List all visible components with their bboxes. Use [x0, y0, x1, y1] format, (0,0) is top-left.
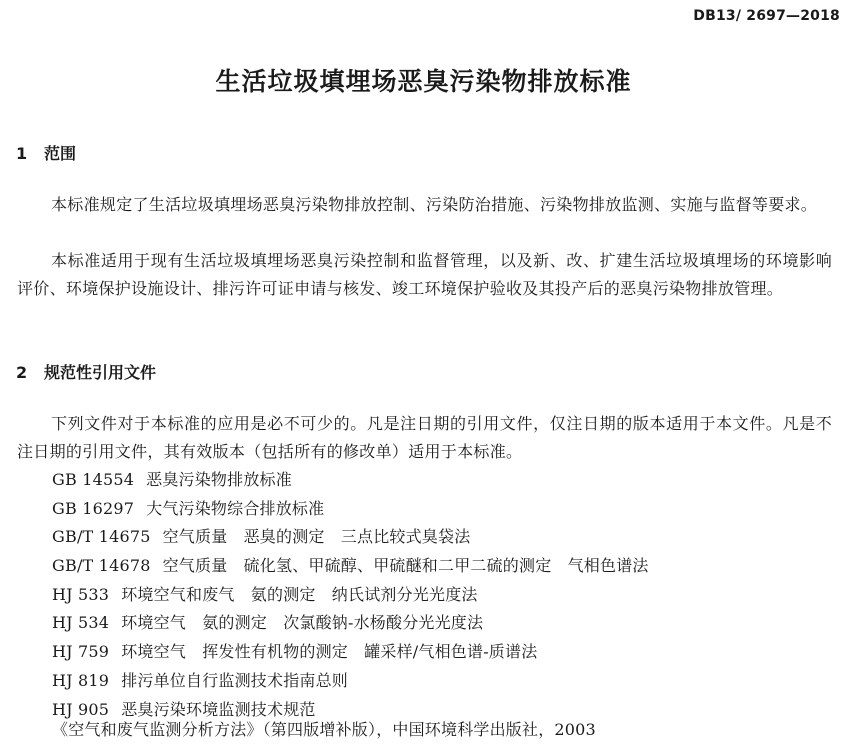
- reference-code: GB/T 14675: [52, 527, 151, 547]
- reference-title: 环境空气 氨的测定 次氯酸钠-水杨酸分光光度法: [121, 613, 484, 633]
- reference-item: [52, 552, 649, 581]
- reference-list: [52, 466, 649, 724]
- reference-code: HJ 534: [52, 613, 110, 633]
- reference-title: 恶臭污染环境监测技术规范: [121, 699, 316, 719]
- reference-title: 环境空气 挥发性有机物的测定 罐采样/气相色谱-质谱法: [121, 642, 538, 662]
- reference-item: [52, 466, 649, 495]
- reference-code: HJ 533: [52, 584, 110, 604]
- reference-title: 空气质量 硫化氢、甲硫醇、甲硫醚和二甲二硫的测定 气相色谱法: [162, 556, 649, 576]
- reference-code: GB 16297: [52, 498, 135, 518]
- section-title: 范围: [44, 144, 77, 163]
- reference-item: [52, 667, 649, 696]
- document-title: 生活垃圾填埋场恶臭污染物排放标准: [215, 67, 632, 96]
- reference-code: HJ 905: [52, 699, 110, 719]
- references-intro-paragraph: 下列文件对于本标准的应用是必不可少的。凡是注日期的引用文件，仅注日期的版本适用于本文件。凡是不注日期的引用文件，其有效版本（包括所有的修改单）适用于本标准。: [17, 414, 832, 461]
- reference-item: [52, 581, 649, 610]
- reference-code: GB 14554: [52, 470, 135, 489]
- scope-paragraph-1: 本标准规定了生活垃圾填埋场恶臭污染物排放控制、污染防治措施、污染物排放监测、实施与监督等要求。: [51, 195, 818, 214]
- reference-code: HJ 759: [52, 642, 110, 662]
- section-number: 1: [16, 144, 28, 163]
- document-code: DB13/ 2697—2018: [693, 8, 840, 24]
- reference-title: 恶臭污染物排放标准: [146, 470, 292, 489]
- reference-title: 大气污染物综合排放标准: [146, 498, 325, 518]
- section-number: 2: [16, 363, 28, 382]
- section-title: 规范性引用文件: [44, 363, 157, 382]
- reference-code: HJ 819: [52, 670, 110, 690]
- reference-item-publication: 《空气和废气监测分析方法》（第四版增补版），中国环境科学出版社，2003: [52, 720, 596, 739]
- reference-item: [52, 523, 649, 552]
- reference-title: 排污单位自行监测技术指南总则: [121, 670, 349, 690]
- reference-title: 环境空气和废气 氨的测定 纳氏试剂分光光度法: [121, 584, 478, 604]
- reference-item: [52, 495, 649, 524]
- reference-item: [52, 638, 649, 667]
- reference-code: GB/T 14678: [52, 556, 151, 576]
- scope-paragraph-2: 本标准适用于现有生活垃圾填埋场恶臭污染控制和监督管理，以及新、改、扩建生活垃圾填埋场的环境影响评价、环境保护设施设计、排污许可证申请与核发、竣工环境保护验收及其投产后的恶臭污染物排放管理。: [17, 251, 832, 298]
- reference-item: [52, 609, 649, 638]
- reference-title: 空气质量 恶臭的测定 三点比较式臭袋法: [162, 527, 471, 547]
- section-heading-scope: [16, 141, 76, 164]
- section-heading-normative-references: [16, 360, 156, 383]
